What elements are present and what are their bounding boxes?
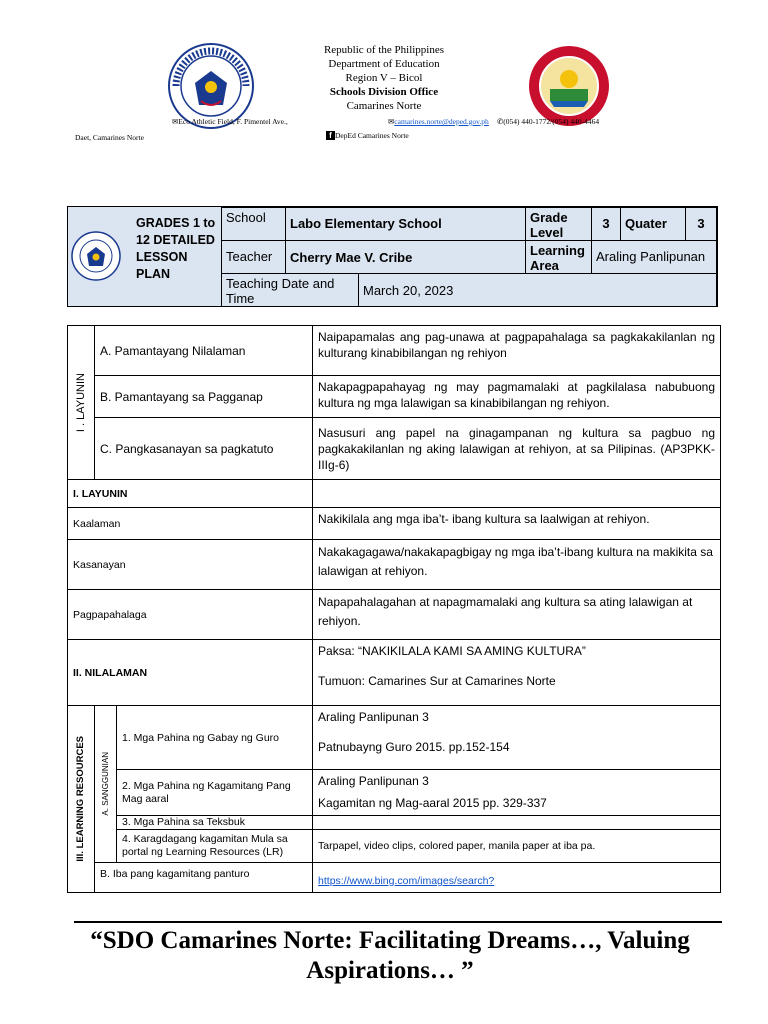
layunin-side-cell — [68, 326, 95, 480]
bing-images-link[interactable]: https://www.bing.com/images/search? — [318, 875, 495, 887]
karagdagang-label: 4. Karagdagang kagamitan Mula sa portal ng Learning Resources (LR) — [117, 830, 313, 863]
facebook-text: DepEd Camarines Norte — [335, 131, 409, 140]
learning-area-label: Learning Area — [525, 240, 592, 274]
facebook-line — [326, 131, 409, 140]
header-republic: Republic of the Philippines — [323, 44, 445, 56]
phone-text: (054) 440-1772/(054) 440-4464 — [503, 117, 600, 126]
table-row — [68, 640, 721, 706]
kagamitan-value-cell — [313, 770, 721, 816]
kagamitan-mag-aaral-label: 2. Mga Pahina ng Kagamitang Pang Mag aaral — [117, 770, 313, 816]
pangkasanayan-value: Nasusuri ang papel na ginagampanan ng kultura sa pagbuo ng pagkakakilanlan ng aking lalawigan at rehiyon, at sa Pilipinas. (AP3PKK-IIIg-6) — [313, 418, 721, 480]
address-line — [172, 117, 288, 126]
kasanayan-value: Nakakagagawa/nakakapagbigay ng mga iba’t-ibang kultura na makikita sa lalawigan at rehiyon. — [313, 540, 721, 590]
header-region: Region V – Bicol — [345, 72, 423, 84]
nilalaman-value-cell — [313, 640, 721, 706]
resources-side-label: III. LEARNING RESOURCES — [75, 736, 86, 862]
pamantayang-pagganap-label: B. Pamantayang sa Pagganap — [95, 376, 313, 418]
gabay-guro-value-cell — [313, 706, 721, 770]
pagpapahalaga-label: Pagpapahalaga — [68, 590, 313, 640]
sanggunian-side-label: A. SANGGUNIAN — [100, 752, 110, 816]
table-row — [68, 706, 721, 770]
quarter-value: 3 — [685, 207, 717, 241]
deped-small-seal-icon — [71, 231, 121, 281]
header-province: Camarines Norte — [346, 100, 422, 112]
kaalaman-label: Kaalaman — [68, 508, 313, 540]
grade-value: 3 — [591, 207, 621, 241]
learning-area-value: Araling Panlipunan — [591, 240, 717, 274]
table-row — [68, 480, 721, 508]
gabay-guro-value-a: Araling Panlipunan 3 — [318, 710, 429, 724]
footer-divider — [74, 921, 722, 923]
table-row — [68, 418, 721, 480]
iba-pang-label: B. Iba pang kagamitang panturo — [95, 863, 313, 893]
layunin-side-label: I . LAYUNIN — [75, 372, 87, 433]
kasanayan-label: Kasanayan — [68, 540, 313, 590]
teksbuk-value-cell — [313, 816, 721, 830]
pamantayang-nilalaman-label: A. Pamantayang Nilalaman — [95, 326, 313, 376]
lesson-info-box — [67, 206, 718, 307]
resources-side-cell — [68, 706, 95, 893]
table-row — [68, 590, 721, 640]
iba-pang-value-cell — [313, 863, 721, 893]
tumuon-text: Tumuon: Camarines Sur at Camarines Norte — [318, 674, 556, 688]
gabay-guro-value-b: Patnubayng Guro 2015. pp.152-154 — [318, 740, 510, 754]
header-department: Department of Education — [328, 58, 440, 70]
table-row — [68, 376, 721, 418]
school-value: Labo Elementary School — [285, 207, 526, 241]
layunin-label: I. LAYUNIN — [68, 480, 313, 508]
town-text: Daet, Camarines Norte — [75, 133, 144, 142]
lesson-plan-table — [67, 325, 721, 893]
pagpapahalaga-value: Napapahalagahan at napagmamalaki ang kultura sa ating lalawigan at rehiyon. — [313, 590, 721, 640]
header-division: Schools Division Office — [329, 86, 439, 98]
mail-icon: ✉ — [172, 117, 179, 126]
email-link[interactable]: camarines.norte@deped.gov.ph — [394, 117, 489, 126]
table-row — [68, 863, 721, 893]
email-icon: ✉ — [388, 117, 395, 126]
address-text: Eco Athletic Field, F. Pimentel Ave., — [178, 117, 288, 126]
school-label: School — [221, 207, 286, 241]
teaching-date-value: March 20, 2023 — [358, 273, 717, 307]
phone-line — [497, 117, 599, 126]
kaalaman-value: Nakikilala ang mga iba’t- ibang kultura sa laalwigan at rehiyon. — [313, 508, 721, 540]
paksa-text: Paksa: “NAKIKILALA KAMI SA AMING KULTURA” — [318, 644, 586, 658]
grade-label: Grade Level — [525, 207, 592, 241]
nilalaman-label: II. NILALAMAN — [68, 640, 313, 706]
kagamitan-value-b: Kagamitan ng Mag-aaral 2015 pp. 329-337 — [318, 796, 547, 810]
karagdagang-value: Tarpapel, video clips, colored paper, manila paper at iba pa. — [313, 830, 721, 863]
table-row — [68, 770, 721, 816]
pangkasanayan-label: C. Pangkasanayan sa pagkatuto — [95, 418, 313, 480]
table-row — [68, 816, 721, 830]
table-row — [68, 830, 721, 863]
sanggunian-side-cell — [95, 706, 117, 863]
teacher-value: Cherry Mae V. Cribe — [285, 240, 526, 274]
facebook-icon: f — [326, 131, 335, 140]
phone-icon: ✆ — [497, 117, 504, 126]
table-row — [68, 508, 721, 540]
quarter-label: Quater — [620, 207, 686, 241]
teaching-date-label: Teaching Date and Time — [221, 273, 359, 307]
pamantayang-pagganap-value: Nakapagpapahayag ng may pagmamalaki at pagkilalasa nabubuong kultura ng mga lalawigan sa kinabibilangan ng rehiyon. — [313, 376, 721, 418]
kagamitan-value-a: Araling Panlipunan 3 — [318, 774, 429, 788]
footer-motto: “SDO Camarines Norte: Facilitating Dreams…, Valuing Aspirations… ” — [90, 927, 690, 984]
pamantayang-nilalaman-value: Naipapamalas ang pag-unawa at pagpapahalaga sa pagkakakilanlan ng kulturang kinabibilangan ng rehiyon — [313, 326, 721, 376]
lesson-plan-title: GRADES 1 to 12 DETAILED LESSON PLAN — [136, 216, 216, 281]
gabay-guro-label: 1. Mga Pahina ng Gabay ng Guro — [117, 706, 313, 770]
email-line — [388, 117, 489, 126]
teksbuk-label: 3. Mga Pahina sa Teksbuk — [117, 816, 313, 830]
table-row — [68, 540, 721, 590]
layunin-empty-cell — [313, 480, 721, 508]
teacher-label: Teacher — [221, 240, 286, 274]
table-row — [68, 326, 721, 376]
